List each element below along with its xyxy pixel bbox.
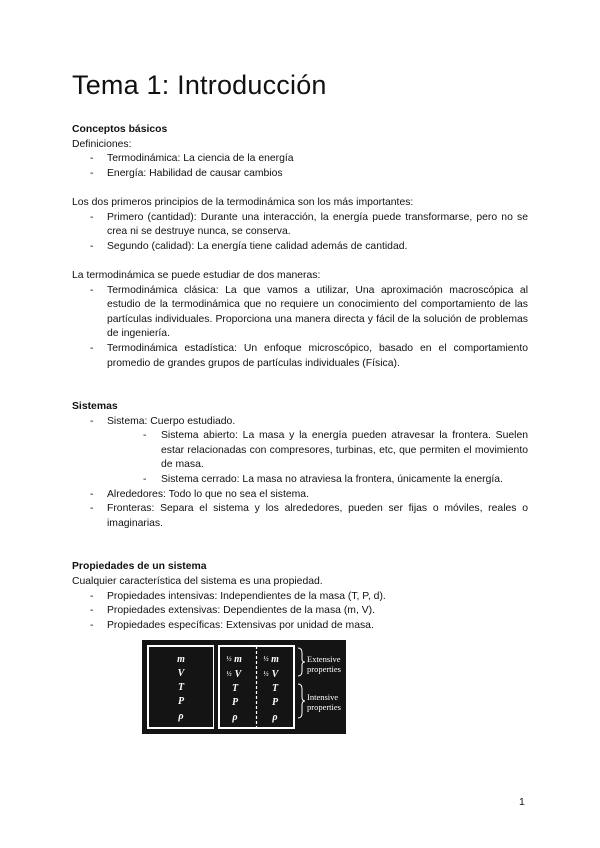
maneras-intro: La termodinámica se puede estudiar de dos maneras: [72,269,321,281]
page-title: Tema 1: Introducción [72,70,327,100]
propiedades-intro: Cualquier característica del sistema es una propiedad. [72,576,323,588]
list-item: - Sistema cerrado: La masa no atraviesa la frontera, únicamente la energía. [107,473,528,488]
left-symbol: ρ [178,711,184,722]
list-item: - Segundo (calidad): La energía tiene calidad además de cantidad. [72,240,528,255]
half-symbol: m [271,654,279,665]
intensive-symbol: P [271,697,279,708]
list-item: - Propiedades intensivas: Independientes de la masa (T, P, d). [72,590,528,605]
properties-figure [142,640,346,734]
half-symbol: V [271,669,279,680]
extensive-label: properties [307,664,341,674]
left-symbol: T [177,682,185,693]
principios-list [72,211,528,255]
fraction: ½ [263,670,269,678]
list-item: - Primero (cantidad): Durante una interacción, la energía puede transformarse, pero no se crea ni se destruye nunca, se conserva. [72,211,528,240]
propiedades-heading: Propiedades de un sistema [72,561,207,573]
list-item [72,415,528,488]
definiciones-list [72,152,528,181]
fraction: ½ [263,655,269,663]
propiedades-list [72,590,528,634]
intensive-symbol: ρ [272,712,278,723]
page-number: 1 [519,797,525,808]
list-item: - Termodinámica estadística: Un enfoque microscópico, basado en el comportamiento promedio de grandes grupos de partículas individuales (Física). [72,342,528,371]
sistema-sublist [107,429,528,487]
list-item: - Termodinámica clásica: La que vamos a utilizar, Una aproximación macroscópica al estudio de la termodinámica que no requiere un conocimiento del comportamiento de las partículas individuales. Proporciona una manera directa y fácil de la solución de problemas de ingeniería. [72,284,528,342]
list-item: - Fronteras: Separa el sistema y los alrededores, pueden ser fijas o móviles, reales o imaginarias. [72,502,528,531]
principios-intro: Los dos primeros principios de la termodinámica son los más importantes: [72,196,414,208]
intensive-symbol: T [231,683,239,694]
intensive-symbol: P [231,697,239,708]
sistemas-list [72,415,528,532]
half-symbol: m [234,654,242,665]
sistemas-heading: Sistemas [72,401,118,413]
conceptos-heading: Conceptos básicos [72,124,168,135]
list-item: - Propiedades extensivas: Dependientes de la masa (m, V). [72,604,528,619]
left-symbol: P [177,696,185,707]
left-symbol: V [177,668,185,679]
definiciones-label: Definiciones: [72,138,132,150]
sistema-text: Sistema: Cuerpo estudiado. [107,415,236,427]
half-symbol: V [234,669,242,680]
intensive-symbol: T [271,683,279,694]
list-item: - Alrededores: Todo lo que no sea el sistema. [72,488,528,503]
left-symbol: m [177,654,185,665]
document-body [72,123,528,633]
list-item: - Propiedades específicas: Extensivas por unidad de masa. [72,619,528,634]
fraction: ½ [226,670,232,678]
list-item: - Termodinámica: La ciencia de la energía [72,152,528,167]
intensive-label: properties [307,702,341,712]
extensive-label: Extensive [307,654,341,664]
maneras-list [72,284,528,372]
list-item: - Energía: Habilidad de causar cambios [72,167,528,182]
intensive-symbol: ρ [232,712,238,723]
list-item: - Sistema abierto: La masa y la energía pueden atravesar la frontera. Suelen estar relacionadas con compresores, turbinas, etc, que permiten el movimiento de masa. [107,429,528,473]
fraction: ½ [226,655,232,663]
intensive-label: Intensive [307,692,339,702]
